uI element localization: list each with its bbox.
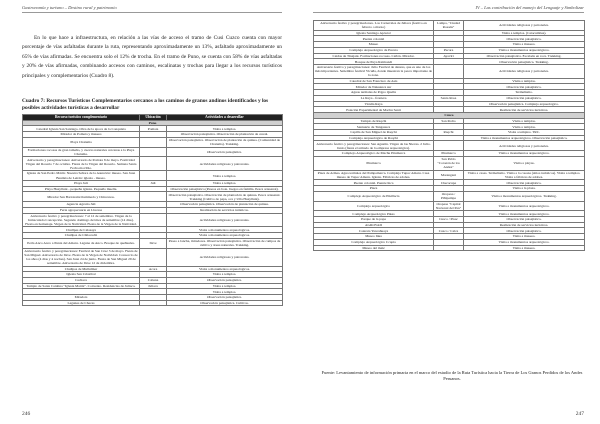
resource-cell: Complejo Arqueológico Pikas xyxy=(314,211,434,217)
table-row xyxy=(314,21,585,31)
activity-cell: Visita a casas. Termalismo. Visita a la casona (sitios turísticos). Visita a templos. Visita a fábricas de adobes. xyxy=(464,170,585,180)
activity-cell: Observación paisajística. Trekking. xyxy=(464,59,585,65)
activity-cell: Visita a monumentos arqueológicos. Trekking. xyxy=(464,191,585,201)
resource-cell: Iglesia Santiago Apóstol xyxy=(314,30,434,36)
header-rule-right xyxy=(313,12,584,13)
activity-cell: Termalismo. xyxy=(464,90,585,96)
activity-cell: Observación paisajística (Paseos en bote. Juegos en familia. Pesca artesanal). xyxy=(167,186,283,192)
resource-cell: Capilla de San Miguel de Raqchi xyxy=(314,129,434,135)
resource-cell: Plaza xyxy=(314,186,434,192)
table-row xyxy=(23,171,283,181)
location-cell: Checacupe xyxy=(434,180,464,186)
location-cell xyxy=(140,213,167,227)
activity-cell: Actividades religiosas y patronales. xyxy=(167,213,283,227)
resource-cell: Parque de la papa xyxy=(314,217,434,223)
location-cell xyxy=(140,137,167,147)
activity-cell: Visita a monumentos arqueológicos. xyxy=(464,151,585,157)
resource-cell: Santuario de Tungasuca xyxy=(314,124,434,130)
location-cell: Juliaca xyxy=(140,283,167,289)
resource-cell: Bosque de Puya Raimondi xyxy=(314,59,434,65)
resource-cell: Catedral de San Francisco de Asís xyxy=(314,78,434,84)
resource-cell: Complejo Arqueológico de Machu Pitumarca xyxy=(314,151,434,157)
activity-cell: Observación paisajística. Observación de plantación de quinua. (Comunidad de Chatuma). Trekking. xyxy=(167,137,283,147)
table-row xyxy=(314,170,585,180)
activity-cell: Paseo a lancha, miradores. Observación paisajística. Observación de campos de cultivo y áreas naturales. Trekking. xyxy=(167,238,283,248)
table-row xyxy=(23,147,283,157)
page-number-left: 246 xyxy=(22,411,31,417)
activity-cell: Observación paisajística. Observación de plantación de quinua. xyxy=(167,202,283,208)
activity-cell: Visita a monumentos arqueológicos. xyxy=(167,266,283,272)
resource-cell: Aniversario festivo y peregrinaciones. Los Carnavales de Juliaca (festivo en febrero o marzo) xyxy=(314,21,434,31)
activity-cell: Visita a templos. xyxy=(464,124,585,130)
activity-cell: Observación paisajística. Observación de plantación de quinua. Pesca artesanal. Trekking (Cultivo de papa, oca y Ulla Huaylluni). xyxy=(167,192,283,202)
resource-cell: Complejo arqueológico xyxy=(314,201,434,211)
location-cell: Pucara xyxy=(434,47,464,53)
activity-cell: Visita a museos. xyxy=(464,245,585,251)
activity-cell: Visita a monumentos arqueológicos. xyxy=(464,201,585,211)
table-section-label: Puno xyxy=(23,120,283,126)
page-number-right: 247 xyxy=(575,411,584,417)
activity-cell: Visita a museos. xyxy=(464,42,585,48)
resource-cell: Playa Huaylluni - pequeña iglesia. Pequeño muelle. xyxy=(23,186,140,192)
resource-cell: Museo Inka xyxy=(314,234,434,240)
resource-cell: Mirador de Pomata y museos xyxy=(23,132,140,138)
location-cell xyxy=(140,248,167,266)
resource-cell: Aguas termales de Pojpo Quella xyxy=(314,90,434,96)
resource-cell: Playa Chatuma xyxy=(23,137,140,147)
activity-cell: Realización de servicios turísticos. xyxy=(464,107,585,113)
resources-table-right xyxy=(313,20,585,251)
table-row xyxy=(314,53,585,59)
column-header-resource: Recurso turístico complementario xyxy=(23,115,140,121)
activity-cell: Actividades religiosas y patronales. xyxy=(464,64,585,78)
location-cell: Lampa, "Ciudad Rosada" xyxy=(434,21,464,31)
resource-cell: Aniversario festivo y peregrinaciones: Festival de San Cruz 3 de mayo. Fiesta de San Miguel. Aniversario de Ilave. Fiesta de la Virgen de Natividad. Consorcio de los años (4 días y 4 noches). San Juan 24 de junio. Fiesta de San Miguel 29 de setiembre. Aniversario de Ilave 12 de diciembre. xyxy=(24,248,138,266)
activity-cell: Visita a templos. xyxy=(167,171,283,181)
table-row xyxy=(314,245,585,251)
resource-cell: Feria agropecuaria en Llucasa xyxy=(23,207,140,213)
activity-cell: Observación paisajística. Cultivos. xyxy=(167,300,283,306)
activity-cell: Observación paisajística. xyxy=(464,228,585,234)
table-row xyxy=(314,151,585,157)
resource-cell: Estación Experimental de Machu Santi xyxy=(314,107,434,113)
activity-cell: Visita a monumentos arqueológicos. xyxy=(464,239,585,245)
resource-cell: Playa Juli xyxy=(23,180,140,186)
resource-cell: Mirador San Bartolomé iluminado y Chincanos. xyxy=(23,192,140,202)
column-header-location: Ubicación xyxy=(140,115,167,121)
table-row xyxy=(23,300,283,306)
location-cell xyxy=(434,245,464,251)
table-row xyxy=(314,156,585,170)
resource-cell: Complejo Arqueológico Ccapia xyxy=(314,239,434,245)
table-row xyxy=(23,157,283,171)
location-cell: Cusco / Pisac xyxy=(434,217,464,223)
activity-cell: Actividades religiosas y patronales. xyxy=(167,157,283,171)
resource-cell: Museo del maíz xyxy=(314,245,434,251)
activity-cell: Visita a templos. xyxy=(167,283,283,289)
location-cell xyxy=(434,64,464,78)
resource-cell: Formaciones rocosas de gran tamaño, y cuevas naturales cercanas a la Playa Chatuma. xyxy=(23,147,140,157)
activity-cell: Observación paisajística. xyxy=(167,277,283,283)
location-cell: Acora xyxy=(140,266,167,272)
activity-cell: Observación paisajística. Escalada en roca. Trekking. xyxy=(464,53,585,59)
resource-cell: Perla Anco Anco a Punta del Amaru. Laguna de Anco. Bosque de queñuales. xyxy=(23,238,140,248)
table-header-row xyxy=(23,115,283,121)
location-cell: Pomata xyxy=(140,126,167,132)
activity-cell: Observación paisajística. xyxy=(464,180,585,186)
running-header-left: Gastronomía y turismo – Destino rural y patrimonio xyxy=(22,5,117,10)
table-body-left xyxy=(23,120,283,306)
activity-cell: Visita a templos. xyxy=(167,126,283,132)
activity-cell: Observación paisajística. xyxy=(464,217,585,223)
table-row xyxy=(314,201,585,211)
activity-cell: Visita a monumentos arqueológicos. xyxy=(464,211,585,217)
table-body-right xyxy=(314,21,585,251)
activity-cell: Realización de servicios turísticos. xyxy=(464,222,585,228)
resource-cell: Puente colonial xyxy=(314,36,434,42)
activity-cell: Visita a monumentos arqueológicos. Observación paisajística. xyxy=(464,135,585,141)
column-header-activity: Actividades a desarrollar xyxy=(167,115,283,121)
activity-cell: Visita a templos. xyxy=(464,118,585,124)
location-cell: Juli xyxy=(140,180,167,186)
resource-cell: La Raya - frontera xyxy=(314,95,434,101)
resource-cell: Chullpas de Mullulmar xyxy=(23,266,140,272)
activity-cell: Observación paisajística. xyxy=(167,294,283,300)
activity-cell: Visita a monumentos arqueológicos. xyxy=(464,47,585,53)
location-cell: San Pablo "Corazón de los Andes" xyxy=(434,156,464,170)
location-cell xyxy=(140,192,167,202)
location-cell: Santa Rosa xyxy=(434,95,464,101)
activity-cell: Observación paisajística. Observación de plantación de cereal. xyxy=(167,132,283,138)
running-header-right: IV – Las contribución del manejo del Lenguaje y Simbolizar xyxy=(475,5,584,10)
activity-cell: Visita a monumentos arqueológicos. xyxy=(167,233,283,239)
activity-cell: Visita a playas. xyxy=(464,156,585,170)
body-paragraph: En lo que hace a infraestructura, en relación a las vías de acceso el tramo de Cusi Cuzco cuenta con mayor porcentaje de vías asfaltadas durante la ruta, representando aproximadamente un 13%, asfaltado aproximadamente un 65% de vías afirmadas. Se encuentra solo el 12% de trocha. En el tramo de Puno, se cuenta con 58% de vías asfaltadas y 20% de vías afirmadas, combinando accesos con caminos, escalinatas y trochas para llegar a los recursos turísticos principales y complementarios (Cuadro 8). xyxy=(22,35,282,79)
activity-cell: Observación paisajística. xyxy=(167,147,283,157)
location-cell xyxy=(434,141,464,151)
header-rule-left xyxy=(22,12,282,13)
activity-cell: Actividades religiosas y patronales. xyxy=(464,141,585,151)
activity-cell: Visita a templos. xyxy=(167,180,283,186)
resource-cell: Complejo Arqueológico de Raqchi xyxy=(314,135,434,141)
activity-cell: Observación paisajística. Complejo arqueológico. xyxy=(464,101,585,107)
resource-cell: Templo de Santa Catalina "Iglesia Matriz". Convento. Residencias de Juliaca. xyxy=(23,283,140,289)
resource-cell: Cachaca xyxy=(23,277,140,283)
table-caption: Cuadro 7: Recursos Turísticos Complementarios cercanos a los caminos de granos andinos identificados y los posibles actividades turísticas a desarrollar xyxy=(22,98,269,111)
location-cell xyxy=(140,300,167,306)
activity-cell: Visita a templos. xyxy=(167,272,283,278)
resource-cell: AGROVAD xyxy=(314,222,434,228)
table-row xyxy=(23,238,283,248)
activity-cell: Actividades religiosas y patronales. xyxy=(464,21,585,31)
resource-cell: Agencia Agraria Juli xyxy=(23,202,140,208)
location-cell: Oropesa / Piñipampa xyxy=(434,191,464,201)
location-cell xyxy=(140,171,167,181)
activity-cell: Visita a museos. xyxy=(464,234,585,240)
resource-cell: Puente colonial. Puente Inca xyxy=(314,180,434,186)
resources-table-left xyxy=(22,114,283,306)
resource-cell: Catedral Iglesia San Santiago. Obra de la época de la Conquista xyxy=(23,126,140,132)
table-row xyxy=(314,47,585,53)
location-cell: Raqchi xyxy=(434,129,464,135)
table-row xyxy=(23,192,283,202)
resource-cell: Templo de Raqchi xyxy=(314,118,434,124)
table-row xyxy=(23,137,283,147)
table-row xyxy=(314,64,585,78)
resource-cell: Complejo Arqueológico de Pikillacta xyxy=(314,191,434,201)
activity-cell: Observación paisajística. xyxy=(464,36,585,42)
location-cell: Ilave xyxy=(140,238,167,248)
activity-cell: Visita a la plaza. xyxy=(464,186,585,192)
location-cell xyxy=(140,147,167,157)
resource-cell: Miradors xyxy=(23,294,140,300)
resource-cell: Mirador de Nakuanca sur xyxy=(314,84,434,90)
activity-cell: Observación paisajística. xyxy=(464,84,585,90)
activity-cell: Visita a templos. TRC. xyxy=(464,129,585,135)
table-section-label: Cusco xyxy=(314,112,585,118)
resource-cell: Lagunas de Chacas xyxy=(23,300,140,306)
table-row xyxy=(314,191,585,201)
location-cell xyxy=(140,157,167,171)
resource-cell: Aniversario festivo y peregrinaciones: 7 al 12 de setiembre. Virgen de la Inmaculada Concepción. Segundo domingo del mes de setiembre (14 días). Fiesta en homenaje. Virgen de la Natividad. Fiesta de la Virgen de la Natividad. xyxy=(23,213,140,227)
location-cell: Pitumarca xyxy=(434,151,464,157)
resource-cell: Catarata Yancahuaya xyxy=(314,228,434,234)
activity-cell: Realización de servicios turísticos. xyxy=(167,207,283,213)
activity-cell: Actividades religiosas y patronales. xyxy=(167,248,283,266)
location-cell: San Pedro xyxy=(434,118,464,124)
table-row xyxy=(23,213,283,227)
location-cell: Cusco / Calca xyxy=(434,228,464,234)
activity-cell: Visita a monumentos arqueológicos. xyxy=(167,227,283,233)
resource-cell: Aniversario festivo y peregrinaciones: San Agustín. Virgen de las Nieves. 2 Julio. Junio (fiesta el armado de la empresa arqueológica). xyxy=(314,141,434,151)
location-cell: Ayaviri xyxy=(434,53,464,59)
resource-cell: Plaza de Armas. Agua termales del Pampamarca. Complejo Tupac Amaru. Casa museo de Tupac Amaru. Iglesia. Fábricas de adobes. xyxy=(314,170,434,180)
resource-cell: Complejo Arqueológico de Pucara xyxy=(314,47,434,53)
right-page xyxy=(300,0,600,424)
resource-cell: Aniversario festivo y peregrinaciones: Julio Festival de danzas, que es uno de los más importantes. Setiembre festival Vicuña, donde muestran la pesca importante de la zona. xyxy=(314,65,433,78)
resource-cell: Chullpas de Chilacachi xyxy=(23,233,140,239)
location-cell: Marangani xyxy=(434,170,464,180)
table-source-note: Fuente: Levantamiento de información primaria en el marco del estudio de la Ruta Turística hacia la Tierra de Los Granos Perdidos de los Andes Peruanos. xyxy=(321,370,583,381)
activity-cell: Visita a templos. xyxy=(167,289,283,295)
resource-cell: Iglesia de San Pedro Mártir. Nuestra Señora de la Asunción: museo. San Juan Bautista de Letrán: iglesia - museo. xyxy=(23,171,140,181)
resource-cell: Museo xyxy=(314,42,434,48)
location-cell: Cabana xyxy=(140,277,167,283)
resource-cell: Chullpas de Calasaya xyxy=(23,227,140,233)
activity-cell: Visita a templos. xyxy=(464,78,585,84)
resource-cell: Aniversario y peregrinaciones: Aniversario de Pomata 8 de mayo. Festividad Virgen del Rosario 7 de octubre. Fiesta de la Virgen del Rosario. Semana Santa Fecha movible. xyxy=(23,157,140,171)
location-cell: Oropesa "Capital Nacional del Pan" xyxy=(434,201,464,211)
activity-cell: Visita a templos. (Catacumbas). xyxy=(464,30,585,36)
table-row xyxy=(23,248,283,266)
resource-cell: Iglesia San Cristóbal xyxy=(23,272,140,278)
resource-cell: Pitumarca xyxy=(314,156,434,170)
table-row xyxy=(314,141,585,151)
resource-cell: Vicuña Raya xyxy=(314,101,434,107)
activity-cell: Observación paisajística. xyxy=(464,95,585,101)
resource-cell: Caídas de Tinajani. Formaciones rocosas. Cañón. Mirador. xyxy=(314,53,434,59)
